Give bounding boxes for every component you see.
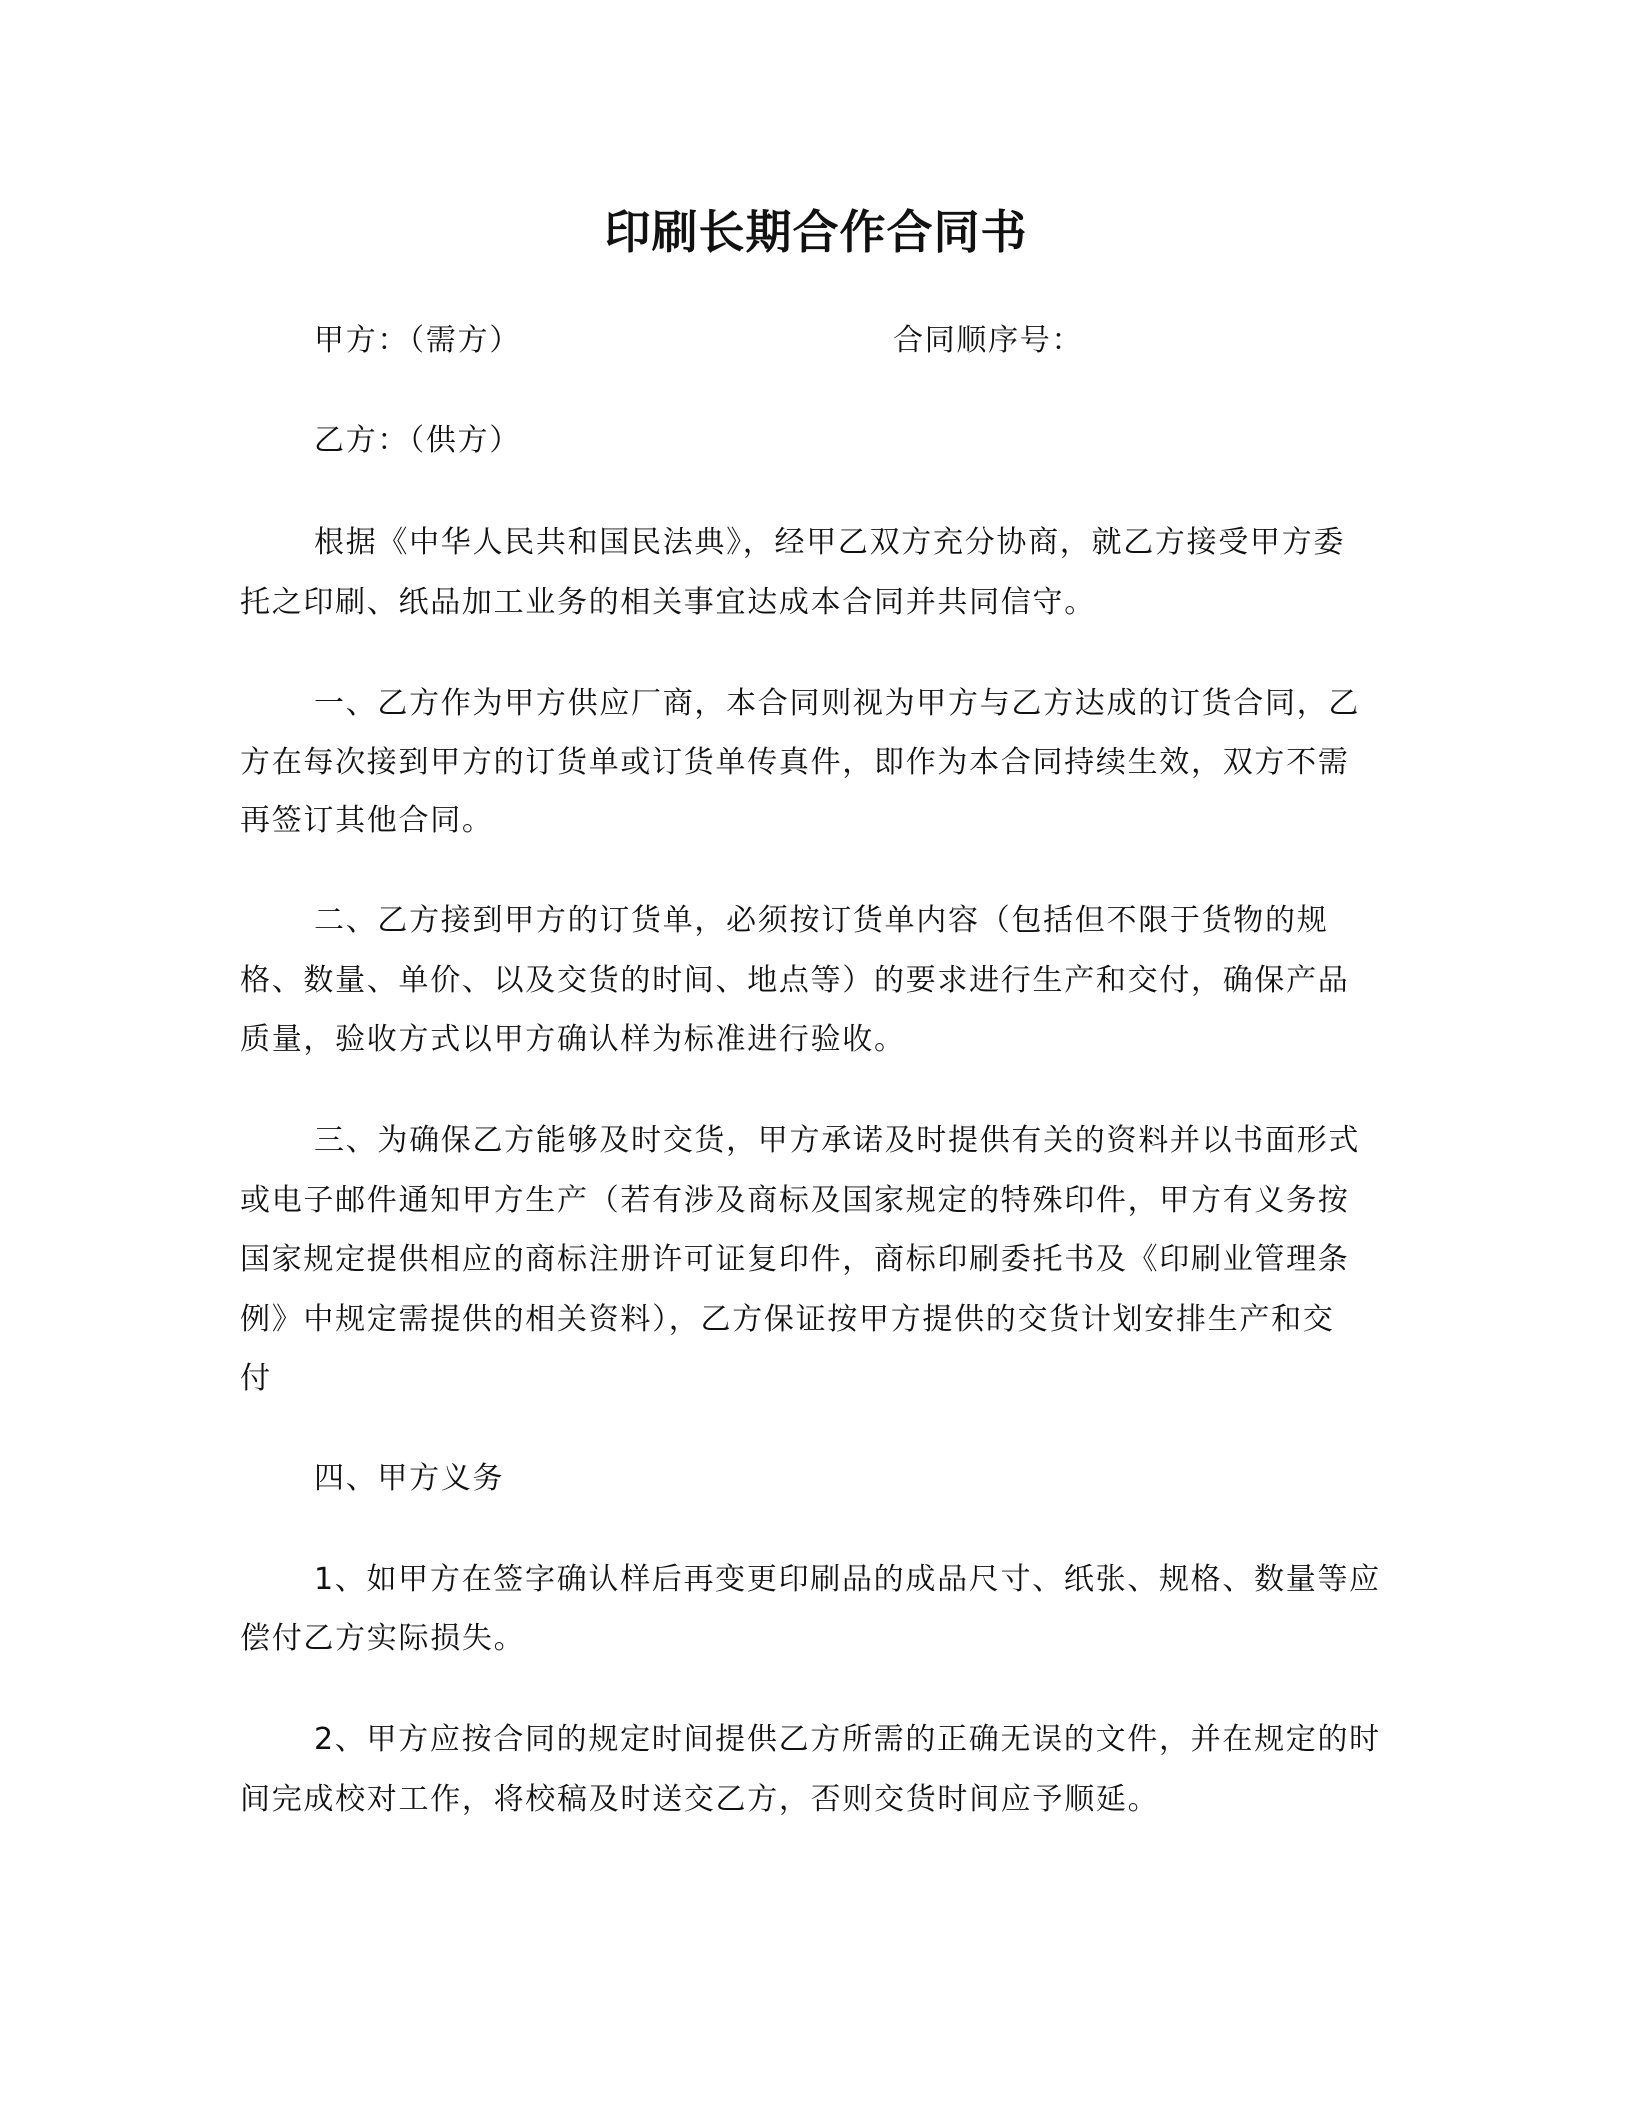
party-a-label: 甲方：（需方）	[314, 323, 521, 358]
party-b-label: 乙方：（供方）	[314, 423, 521, 458]
paragraph-line: 根据《中华人民共和国民法典》，经甲乙双方充分协商，就乙方接受甲方委	[314, 525, 1346, 560]
paragraph-line: 再签订其他合同。	[240, 803, 494, 838]
paragraph-line: 1、如甲方在签字确认样后再变更印刷品的成品尺寸、纸张、规格、数量等应	[314, 1562, 1381, 1597]
paragraph-line: 一、乙方作为甲方供应厂商，本合同则视为甲方与乙方达成的订货合同，乙	[314, 686, 1361, 721]
paragraph-line: 例》中规定需提供的相关资料），乙方保证按甲方提供的交货计划安排生产和交	[240, 1302, 1335, 1337]
contract-number-label: 合同顺序号：	[893, 323, 1084, 358]
document-title: 印刷长期合作合同书	[604, 205, 1028, 259]
paragraph-line: 三、为确保乙方能够及时交货，甲方承诺及时提供有关的资料并以书面形式	[314, 1123, 1361, 1158]
section-heading-party-a-obligations: 四、甲方义务	[314, 1461, 505, 1496]
paragraph-line: 托之印刷、纸品加工业务的相关事宜达成本合同并共同信守。	[240, 585, 1096, 620]
paragraph-line: 二、乙方接到甲方的订货单，必须按订货单内容（包括但不限于货物的规	[314, 903, 1329, 938]
paragraph-line: 或电子邮件通知甲方生产（若有涉及商标及国家规定的特殊印件，甲方有义务按	[240, 1183, 1350, 1218]
paragraph-line: 付	[240, 1361, 272, 1396]
paragraph-line: 格、数量、单价、以及交货的时间、地点等）的要求进行生产和交付，确保产品	[240, 963, 1350, 998]
paragraph-line: 质量，验收方式以甲方确认样为标准进行验收。	[240, 1022, 906, 1057]
paragraph-line: 2、甲方应按合同的规定时间提供乙方所需的正确无误的文件，并在规定的时	[314, 1722, 1381, 1757]
paragraph-line: 国家规定提供相应的商标注册许可证复印件，商标印刷委托书及《印刷业管理条	[240, 1242, 1350, 1277]
paragraph-line: 方在每次接到甲方的订货单或订货单传真件，即作为本合同持续生效，双方不需	[240, 745, 1350, 780]
paragraph-line: 偿付乙方实际损失。	[240, 1621, 526, 1656]
paragraph-line: 间完成校对工作，将校稿及时送交乙方，否则交货时间应予顺延。	[240, 1782, 1160, 1817]
